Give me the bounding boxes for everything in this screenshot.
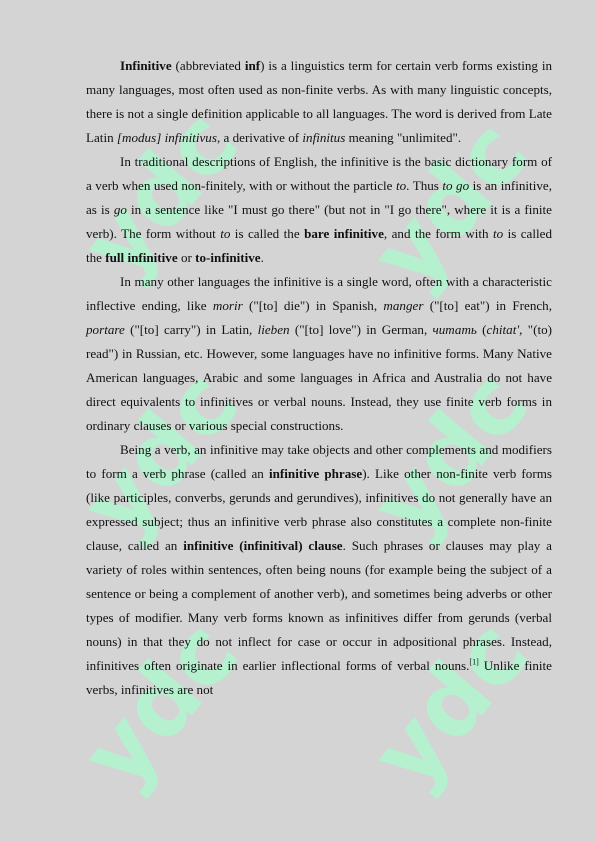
- svg-text:ydc: ydc: [70, 370, 240, 558]
- svg-text:ydc: ydc: [360, 120, 530, 308]
- document-body: [86, 54, 552, 702]
- svg-text:ydc: ydc: [70, 620, 240, 808]
- paragraph-2: In traditional descriptions of English, the infinitive is the basic dictionary form of a verb when used non-finitely, with or without the particle to. Thus to go is an infinitive, as is go in a sentence like "I must go there" (but not in "I go there", where it is a finite verb). The form without to is called the bare infinitive, and the form with to is called the full infinitive or to-infinitive.: [86, 154, 552, 265]
- paragraph-3: In many other languages the infinitive is a single word, often with a characteristic inflective ending, like morir ("[to] die") in Spanish, manger ("[to] eat") in French, portare ("[to] carry") in Latin, lieben ("[to] love") in German, читать (chitat', "(to) read") in Russian, etc. However, some languages have no infinitive forms. Many Native American languages, Arabic and some languages in Africa and Australia do not have direct equivalents to infinitives or verbal nouns. Instead, they use finite verb forms in ordinary clauses or various special constructions.: [86, 274, 552, 433]
- paragraph-1: Infinitive (abbreviated inf) is a linguistics term for certain verb forms existing in many languages, most often used as non-finite verbs. As with many linguistic concepts, there is not a single definition applicable to all languages. The word is derived from Late Latin [modus] infinitivus, a derivative of infinitus meaning "unlimited".: [86, 58, 553, 145]
- svg-text:ydc: ydc: [360, 620, 530, 808]
- citation-link[interactable]: [1]: [469, 657, 479, 667]
- paragraph-4: Being a verb, an infinitive may take objects and other complements and modifiers to form a verb phrase (called an infinitive phrase). Like other non-finite verb forms (like participles, converbs, gerunds and gerundives), infinitives do not generally have an expressed subject; thus an infinitive verb phrase also constitutes a complete non-finite clause, called an infinitive (infinitival) clause. Such phrases or clauses may play a variety of roles within sentences, often being nouns (for example being the subject of a sentence or being a complement of another verb), and sometimes being adverbs or other types of modifier. Many verb forms known as infinitives differ from gerunds (verbal nouns) in that they do not inflect for case or occur in adpositional phrases. Instead, infinitives often originate in earlier inflectional forms of verbal nouns.[1] Unlike finite verbs, infinitives are not: [86, 442, 552, 697]
- svg-text:ydc: ydc: [70, 110, 240, 298]
- svg-text:ydc: ydc: [360, 370, 530, 558]
